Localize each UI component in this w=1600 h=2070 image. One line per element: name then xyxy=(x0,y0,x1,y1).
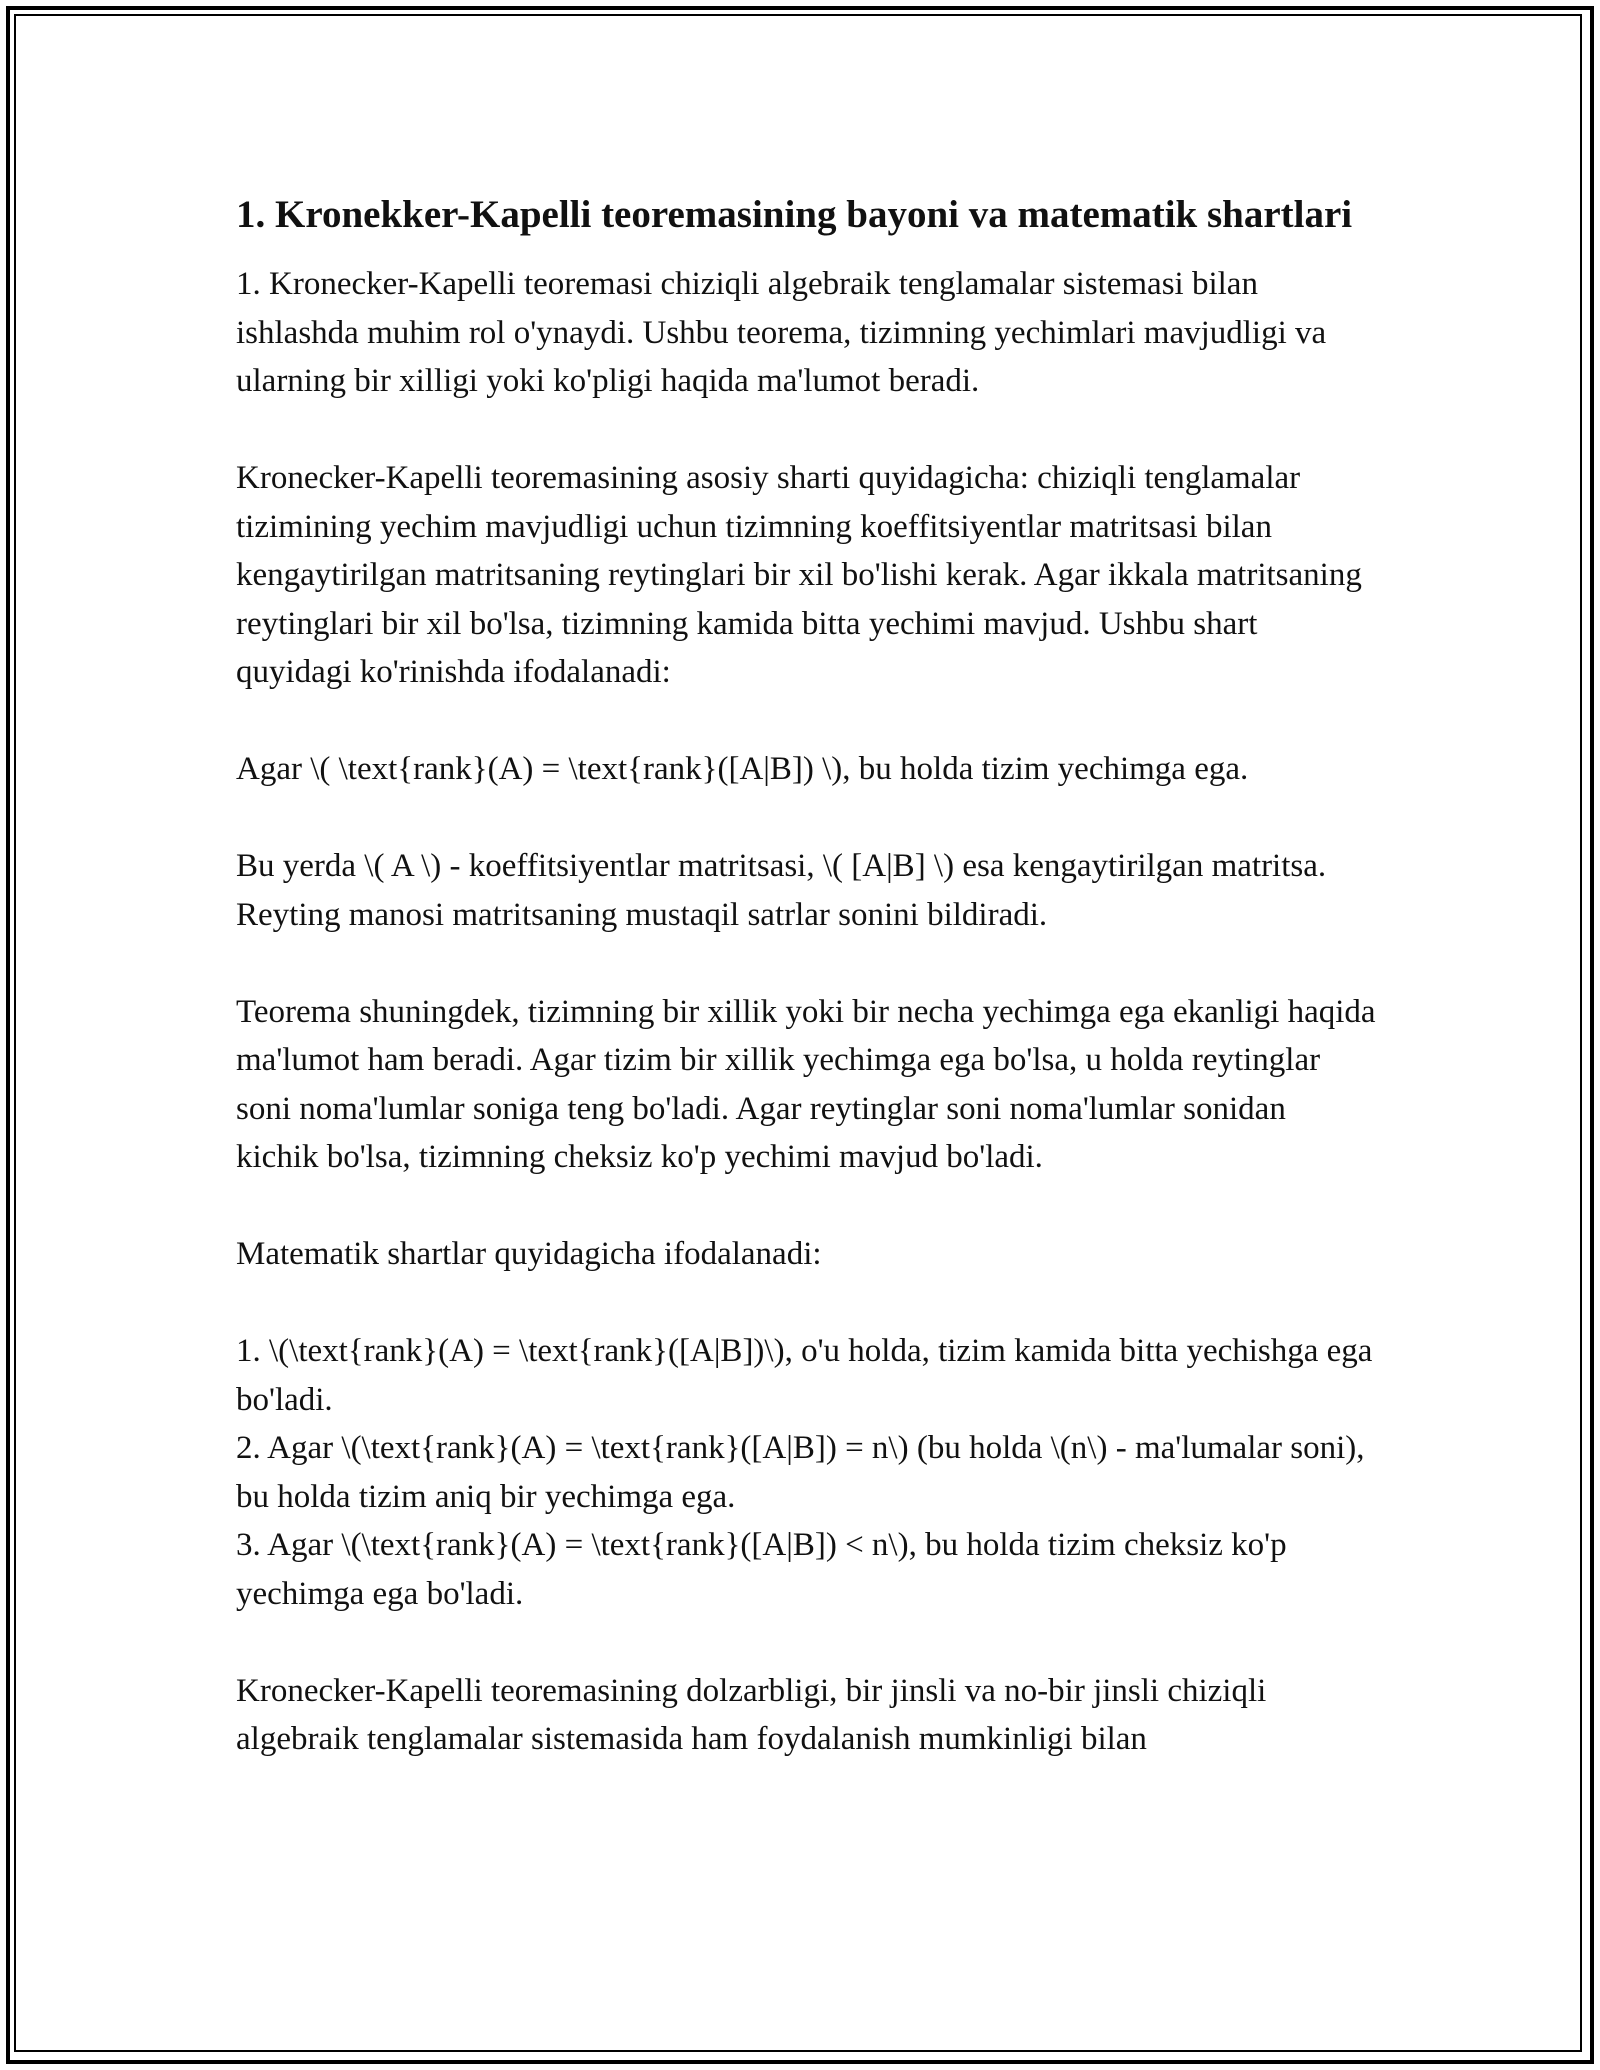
condition-item: 1. \(\text{rank}(A) = \text{rank}([A|B])\), o'u holda, tizim kamida bitta yechishga ega bo'ladi. xyxy=(236,1333,1373,1418)
condition-item: 2. Agar \(\text{rank}(A) = \text{rank}([A|B]) = n\) (bu holda \(n\) - ma'lumalar soni), bu holda tizim aniq bir yechimga ega. xyxy=(236,1430,1365,1515)
solutions-count-paragraph: Teorema shuningdek, tizimning bir xillik yoki bir necha yechimga ega ekanligi haqida ma'lumot ham beradi. Agar tizim bir xillik yechimga ega bo'lsa, u holda reytinglar soni noma'lumlar soniga teng bo'ladi. Agar reytinglar soni noma'lumlar sonidan kichik bo'lsa, tizimning cheksiz ko'p yechimi mavjud bo'ladi. xyxy=(236,993,1376,1175)
section-heading: 1. Kronekker-Kapelli teoremasining bayoni va matematik shartlari xyxy=(236,193,1353,236)
closing-paragraph: Kronecker-Kapelli teoremasining dolzarbligi, bir jinsli va no-bir jinsli chiziqli algebraik tenglamalar sistemasida ham foydalanish mumkinligi bilan xyxy=(236,1672,1267,1757)
definitions-paragraph: Bu yerda \( A \) - koeffitsiyentlar matritsasi, \( [A|B] \) esa kengaytirilgan matritsa. Reyting manosi matritsaning mustaqil satrlar sonini bildiradi. xyxy=(236,848,1327,933)
document-body xyxy=(236,188,1376,1764)
conditions-intro-paragraph: Matematik shartlar quyidagicha ifodalanadi: xyxy=(236,1236,822,1272)
main-condition-paragraph: Kronecker-Kapelli teoremasining asosiy sharti quyidagicha: chiziqli tenglamalar tizimining yechim mavjudligi uchun tizimning koeffitsiyentlar matritsasi bilan kengaytirilgan matritsaning reytinglari bir xil bo'lishi kerak. Agar ikkala matritsaning reytinglari bir xil bo'lsa, tizimning kamida bitta yechimi mavjud. Ushbu shart quyidagi ko'rinishda ifodalanadi: xyxy=(236,460,1362,690)
rank-formula-paragraph: Agar \( \text{rank}(A) = \text{rank}([A|B]) \), bu holda tizim yechimga ega. xyxy=(236,751,1249,787)
condition-item: 3. Agar \(\text{rank}(A) = \text{rank}([A|B]) < n\), bu holda tizim cheksiz ko'p yechimga ega bo'ladi. xyxy=(236,1527,1287,1612)
intro-paragraph: 1. Kronecker-Kapelli teoremasi chiziqli algebraik tenglamalar sistemasi bilan ishlashda muhim rol o'ynaydi. Ushbu teorema, tizimning yechimlari mavjudligi va ularning bir xilligi yoki ko'pligi haqida ma'lumot beradi. xyxy=(236,266,1327,399)
conditions-list xyxy=(236,1327,1376,1618)
